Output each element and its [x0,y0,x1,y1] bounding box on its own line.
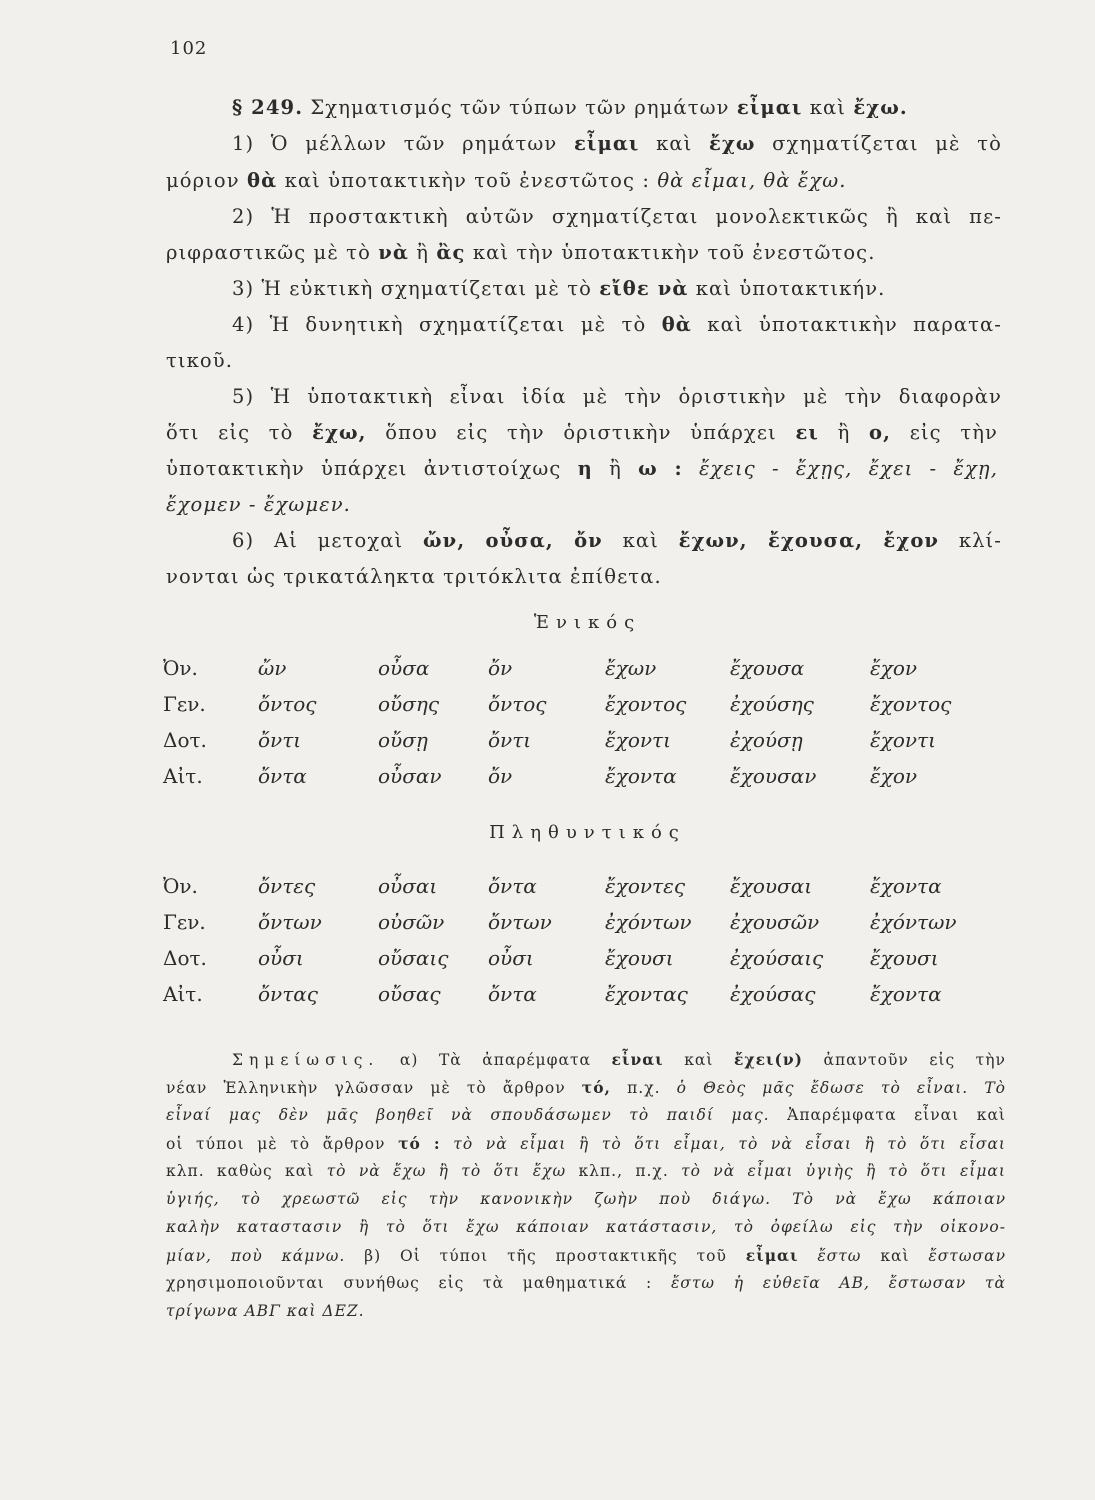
participle-form: ὄντα [488,874,537,898]
participle-form: ἔχοντι [870,728,936,752]
participle-form: ὄντος [488,692,547,716]
participle-form: ἔχουσι [870,946,939,970]
case-label: Αἰτ. [163,982,203,1006]
note-line-4: οἱ τύποι μὲ τὸ ἄρθρον τό : τὸ νὰ εἶμαι ἢ τὸ ὅτι εἶμαι, τὸ νὰ εἶσαι ἢ τὸ ὅτι εἶσαι [166,1134,1006,1153]
participle-form: ἔχων [605,656,657,680]
plural-row [163,940,990,976]
participle-form: ὄντα [488,982,537,1006]
participle-form: ἔχον [870,656,918,680]
participle-form: ἐχούσης [730,692,814,716]
singular-row [163,722,990,758]
rule-1-line-1: 1) Ὁ μέλλων τῶν ρημάτων εἶμαι καὶ ἔχω σχηματίζεται μὲ τὸ [232,132,1002,155]
plural-heading: Πληθυντικός [489,822,686,843]
note-line-2: νέαν Ἑλληνικὴν γλῶσσαν μὲ τὸ ἄρθρον τό, π.χ. ὁ Θεὸς μᾶς ἔδωσε τὸ εἶναι. Τὸ [166,1078,1006,1097]
note-line-6: ὑγιής, τὸ χρεωστῶ εἰς τὴν κανονικὴν ζωὴν ποὺ διάγω. Τὸ νὰ ἔχω κάποιαν [166,1190,1006,1208]
participle-form: ἔχοντος [605,692,687,716]
participle-form: οὖσα [378,656,430,680]
participle-form: ὄντας [258,982,318,1006]
participle-form: ὄν [488,764,513,788]
note-line-10: τρίγωνα ΑΒΓ καὶ ΔΕΖ. [166,1302,365,1320]
note-line-1: Σημείωσις. α) Τὰ ἀπαρέμφατα εἶναι καὶ ἔχει(ν) ἀπαντοῦν εἰς τὴν [232,1050,1006,1069]
case-label: Γεν. [163,910,206,934]
participle-form: οὖσι [488,946,534,970]
rule-5-line-4: ἔχομεν - ἔχωμεν. [166,493,351,516]
participle-form: ἔχοντας [605,982,688,1006]
participle-form: οὔσης [378,692,440,716]
case-label: Δοτ. [163,946,207,970]
participle-form: ὄντι [258,728,302,752]
participle-form: ὤν [258,656,287,680]
note-line-5: κλπ. καθὼς καὶ τὸ νὰ ἔχω ἢ τὸ ὅτι ἔχω κλπ., π.χ. τὸ νὰ εἶμαι ὑγιὴς ἢ τὸ ὅτι εἶμαι [166,1162,1006,1180]
note-label: Σημείωσις. [232,1051,380,1069]
participle-form: ἐχόντων [870,910,957,934]
participle-form: ἔχοντες [605,874,686,898]
participle-form: οὖσαν [378,764,442,788]
rule-2-line-1: 2) Ἡ προστακτικὴ αὐτῶν σχηματίζεται μονολεκτικῶς ἢ καὶ πε- [232,205,1002,228]
rule-5-line-2: ὅτι εἰς τὸ ἔχω, ὅπου εἰς τὴν ὁριστικὴν ὑπάρχει ει ἢ ο, εἰς τὴν [166,421,998,444]
participle-form: οὖσαι [378,874,438,898]
rule-1-line-2: μόριον θὰ καὶ ὑποτακτικὴν τοῦ ἐνεστῶτος : θὰ εἶμαι, θὰ ἔχω. [166,169,847,192]
participle-form: ἔχον [870,764,918,788]
singular-heading: Ἑνικός [533,612,642,633]
note-line-3: εἶναί μας δὲν μᾶς βοηθεῖ νὰ σπουδάσωμεν τὸ παιδί μας. Ἀπαρέμφατα εἶναι καὶ [166,1106,1006,1124]
case-label: Αἰτ. [163,764,203,788]
participle-form: οὔσῃ [378,728,428,752]
case-label: Ὀν. [163,874,198,898]
plural-row [163,868,990,904]
plural-row [163,904,990,940]
participle-form: ὄντα [258,764,307,788]
rule-4-line-2: τικοῦ. [166,349,234,372]
participle-form: οὐσῶν [378,910,445,934]
note-line-8: μίαν, ποὺ κάμνω. β) Οἱ τύποι τῆς προστακτικῆς τοῦ εἶμαι ἔστω καὶ ἔστωσαν [166,1246,1006,1265]
participle-form: ἔχοντα [605,764,677,788]
rule-2-line-2: ριφραστικῶς μὲ τὸ νὰ ἢ ἂς καὶ τὴν ὑποτακτικὴν τοῦ ἐνεστῶτος. [166,241,876,264]
participle-form: ὄντες [258,874,316,898]
rule-6-line-1: 6) Αἱ μετοχαὶ ὤν, οὖσα, ὄν καὶ ἔχων, ἔχουσα, ἔχον κλί- [232,529,1002,552]
plural-row [163,976,990,1012]
participle-form: ἐχόντων [605,910,692,934]
participle-form: ἔχοντα [870,874,942,898]
case-label: Δοτ. [163,728,207,752]
rule-5-line-1: 5) Ἡ ὑποτακτικὴ εἶναι ἰδία μὲ τὴν ὁριστικὴν μὲ τὴν διαφορὰν [232,385,1002,408]
note-line-9: χρησιμοποιοῦνται συνήθως εἰς τὰ μαθηματικά : ἔστω ἡ εὐθεῖα ΑΒ, ἔστωσαν τὰ [166,1274,1006,1292]
participle-form: ὄντων [488,910,552,934]
plural-table [163,868,990,1012]
note-line-7: καλὴν καταστασιν ἢ τὸ ὅτι ἔχω κάποιαν κατάστασιν, τὸ ὀφείλω εἰς τὴν οἰκονο- [166,1218,1006,1236]
participle-form: ἐχουσῶν [730,910,820,934]
singular-row [163,650,990,686]
participle-form: ἔχοντος [870,692,952,716]
case-label: Γεν. [163,692,206,716]
participle-form: ἐχούσας [730,982,816,1006]
participle-form: οὔσαις [378,946,449,970]
participle-form: ὄντων [258,910,322,934]
participle-form: ὄντος [258,692,317,716]
singular-table [163,650,990,794]
participle-form: ἔχουσαν [730,764,817,788]
case-label: Ὀν. [163,656,198,680]
page-number: 102 [170,38,208,59]
participle-form: ἐχούσῃ [730,728,803,752]
participle-form: ὄντι [488,728,532,752]
participle-form: ἐχούσαις [730,946,824,970]
singular-row [163,758,990,794]
rule-4-line-1: 4) Ἡ δυνητικὴ σχηματίζεται μὲ τὸ θὰ καὶ ὑποτακτικὴν παρατα- [232,313,1002,336]
participle-form: οὔσας [378,982,441,1006]
section-heading: § 249. Σχηματισμός τῶν τύπων τῶν ρημάτων εἶμαι καὶ ἔχω. [232,96,908,119]
participle-form: ἔχουσι [605,946,674,970]
rule-6-line-2: νονται ὡς τρικατάληκτα τριτόκλιτα ἐπίθετα. [166,565,662,588]
participle-form: ἔχουσα [730,656,805,680]
rule-5-line-3: ὑποτακτικὴν ὑπάρχει ἀντιστοίχως η ἢ ω : ἔχεις - ἔχῃς, ἔχει - ἔχῃ, [166,457,998,480]
singular-row [163,686,990,722]
section-number: § 249. [232,96,304,119]
participle-form: ἔχοντα [870,982,942,1006]
participle-form: ἔχοντι [605,728,671,752]
rule-3: 3) Ἡ εὐκτικὴ σχηματίζεται μὲ τὸ εἴθε νὰ καὶ ὑποτακτικήν. [232,277,886,300]
participle-form: ὄν [488,656,513,680]
participle-form: οὖσι [258,946,304,970]
participle-form: ἔχουσαι [730,874,813,898]
